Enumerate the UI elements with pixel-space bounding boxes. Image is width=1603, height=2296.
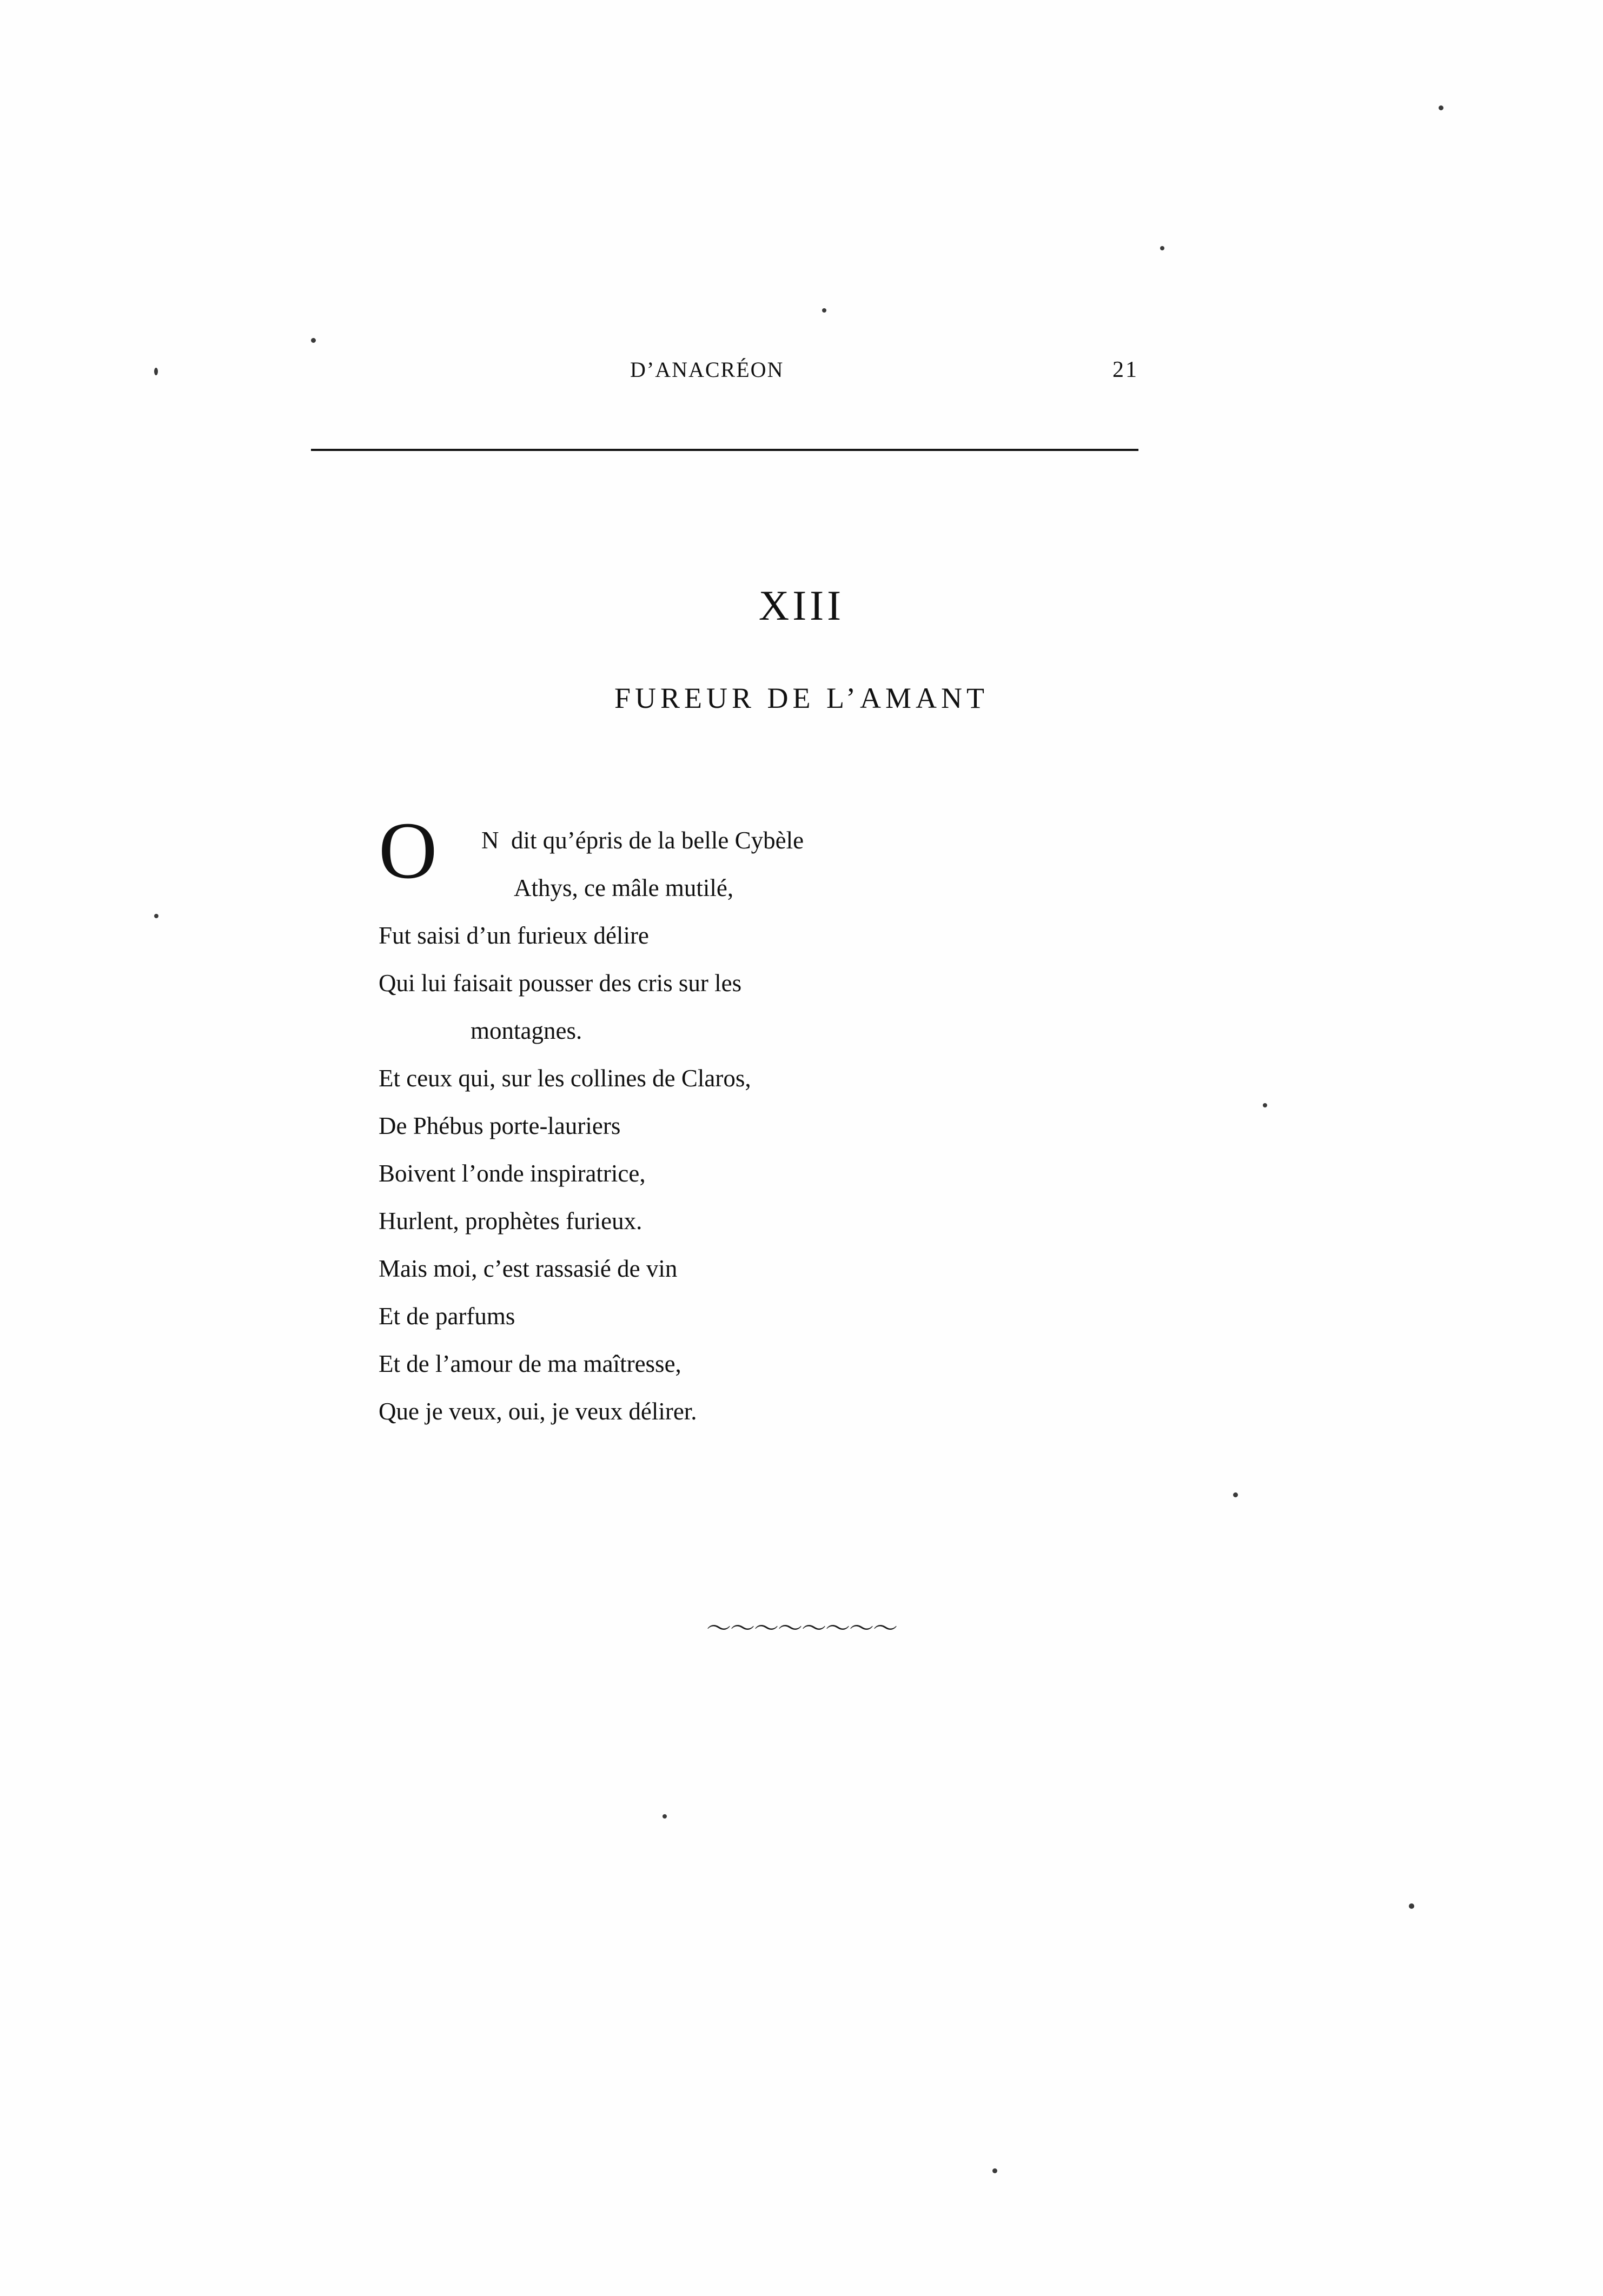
- poem-title: FUREUR DE L’AMANT: [614, 682, 989, 714]
- poem-line: Que je veux, oui, je veux délirer.: [379, 1398, 697, 1425]
- scan-speck: [992, 2168, 997, 2173]
- running-head-title: D’ANACRÉON: [630, 357, 784, 382]
- page-number: 21: [1112, 357, 1138, 382]
- scan-speck: [1233, 1492, 1238, 1497]
- scan-speck: [663, 1814, 667, 1819]
- scan-speck: [1409, 1903, 1414, 1909]
- poem-line: Boivent l’onde inspiratrice,: [379, 1160, 646, 1187]
- poem-line: Et de l’amour de ma maîtresse,: [379, 1350, 681, 1377]
- poem-line: N dit qu’épris de la belle Cybèle: [481, 827, 804, 854]
- scan-speck: [1439, 105, 1443, 110]
- scan-speck: [154, 368, 158, 375]
- scan-speck: [154, 914, 158, 918]
- poem-line: Hurlent, prophètes furieux.: [379, 1207, 642, 1235]
- poem-line-text: montagnes.: [471, 1017, 582, 1044]
- poem-number: XIII: [758, 582, 845, 629]
- poem-line: Mais moi, c’est rassasié de vin: [379, 1255, 678, 1282]
- scan-speck: [1263, 1103, 1267, 1107]
- drop-cap: O: [379, 806, 438, 895]
- poem-line: De Phébus porte-lauriers: [379, 1112, 621, 1139]
- scan-speck: [1160, 246, 1164, 250]
- scan-speck: [822, 308, 826, 313]
- poem-body: [379, 806, 1190, 1435]
- scan-speck: [311, 338, 316, 343]
- header-rule: [311, 449, 1138, 451]
- poem-opening: [379, 806, 1190, 912]
- ornament-divider: 〜〜〜〜〜〜〜〜: [706, 1614, 897, 1643]
- poem-line: Fut saisi d’un furieux délire: [379, 922, 649, 949]
- running-head: [311, 357, 1138, 383]
- poem-line: [379, 1007, 1190, 1054]
- poem-line: Et de parfums: [379, 1303, 515, 1330]
- poem-line: Athys, ce mâle mutilé,: [514, 874, 734, 901]
- poem-line: Qui lui faisait pousser des cris sur les: [379, 970, 742, 997]
- poem-line: Et ceux qui, sur les collines de Claros,: [379, 1065, 751, 1092]
